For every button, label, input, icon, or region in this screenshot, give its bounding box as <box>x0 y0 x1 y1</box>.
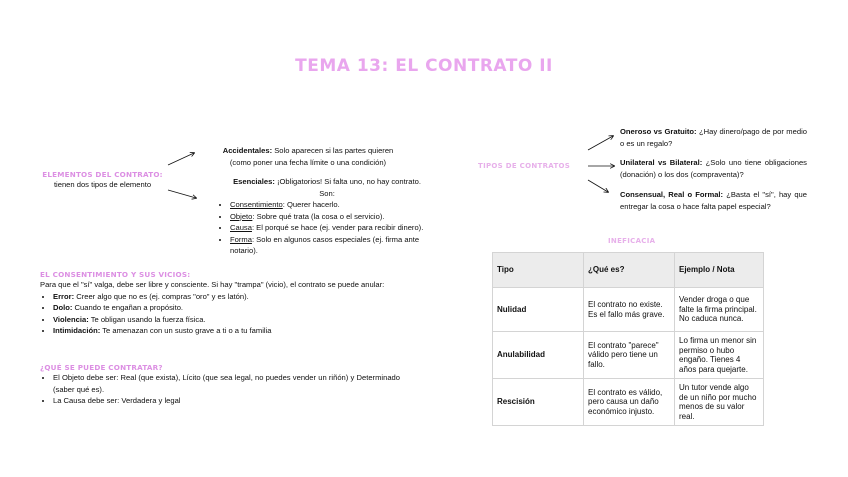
esenciales-label: Esenciales: <box>233 177 275 186</box>
arrow-to-esenciales <box>168 190 196 198</box>
table-row <box>493 379 764 426</box>
consentimiento-block <box>40 279 420 337</box>
esenciales-son: Son: <box>319 188 335 198</box>
tipo-unilateral: Unilateral vs Bilateral: ¿Solo uno tiene obligaciones (donación) o los dos (compraventa)? <box>620 158 807 179</box>
table-row <box>493 288 764 332</box>
tipo-oneroso: Oneroso vs Gratuito: ¿Hay dinero/pago de por medio o es un regalo? <box>620 127 807 148</box>
elementos-subtitle: tienen dos tipos de elemento <box>53 180 152 189</box>
table-cell: Vender droga o que falte la firma principal. No caduca nunca. <box>675 288 764 332</box>
esenciales-text: ¡Obligatorios! Si falta uno, no hay contrato. <box>276 177 421 186</box>
page-title: TEMA 13: EL CONTRATO II <box>295 56 553 76</box>
table-cell: El contrato es válido, pero causa un daño económico injusto. <box>584 379 675 426</box>
elementos-heading: ELEMENTOS DEL CONTRATO: <box>42 170 163 179</box>
list-item: • Objeto: Sobre qué trata (la cosa o el servicio). <box>230 211 437 223</box>
table-row <box>493 332 764 379</box>
list-item: • Intimidación: Te amenazan con un susto grave a ti o a tu familia <box>53 325 420 337</box>
table-cell: El contrato no existe. Es el fallo más grave. <box>584 288 675 332</box>
contratar-block <box>40 372 400 407</box>
table-cell: Rescisión <box>493 379 584 426</box>
list-item: • El Objeto debe ser: Real (que exista), Lícito (que sea legal, no puedes vender un riñón) y Determinado (saber qué es). <box>53 372 400 395</box>
accidentales-note: (como poner una fecha límite o una condición) <box>229 157 387 167</box>
column-header: Ejemplo / Nota <box>675 253 764 288</box>
table-cell: Nulidad <box>493 288 584 332</box>
ineficacia-table <box>492 252 764 426</box>
tipo-consensual: Consensual, Real o Formal: ¿Basta el "sí", hay que entregar la cosa o hace falta papel especial? <box>620 190 807 211</box>
ineficacia-heading: INEFICACIA <box>608 237 656 245</box>
table-cell: Anulabilidad <box>493 332 584 379</box>
list-item: • Forma: Solo en algunos casos especiales (ej. firma ante notario). <box>230 234 437 257</box>
accidentales-block <box>208 145 408 168</box>
list-item: • Violencia: Te obligan usando la fuerza física. <box>53 314 420 326</box>
accidentales-text: Solo aparecen si las partes quieren <box>274 146 394 155</box>
esenciales-block <box>217 176 437 257</box>
list-item: • Consentimiento: Querer hacerlo. <box>230 199 437 211</box>
accidentales-label: Accidentales: <box>222 146 273 155</box>
arrow-to-oneroso <box>588 136 613 150</box>
list-item: • Error: Creer algo que no es (ej. compras "oro" y es latón). <box>53 291 420 303</box>
table-header-row <box>493 253 764 288</box>
list-item: • La Causa debe ser: Verdadera y legal <box>53 395 400 407</box>
tipos-heading: TIPOS DE CONTRATOS <box>478 162 571 170</box>
arrow-to-accidentales <box>168 153 194 165</box>
table-cell: Lo firma un menor sin permiso o hubo engaño. Tienes 4 años para quejarte. <box>675 332 764 379</box>
contratar-list <box>40 372 400 407</box>
column-header: ¿Qué es? <box>584 253 675 288</box>
list-item: • Dolo: Cuando te engañan a propósito. <box>53 302 420 314</box>
column-header: Tipo <box>493 253 584 288</box>
esenciales-list <box>217 199 437 257</box>
consentimiento-heading: EL CONSENTIMIENTO Y SUS VICIOS: <box>40 270 191 279</box>
contratar-heading: ¿QUÉ SE PUEDE CONTRATAR? <box>40 363 163 372</box>
consentimiento-intro: Para que el "sí" valga, debe ser libre y consciente. Si hay "trampa" (vicio), el contrato se puede anular: <box>40 280 385 289</box>
arrow-to-consensual <box>588 180 608 192</box>
list-item: • Causa: El porqué se hace (ej. vender para recibir dinero). <box>230 222 437 234</box>
table-cell: El contrato "parece" válido pero tiene un fallo. <box>584 332 675 379</box>
table-cell: Un tutor vende algo de un niño por mucho menos de su valor real. <box>675 379 764 426</box>
vicios-list <box>40 291 420 337</box>
